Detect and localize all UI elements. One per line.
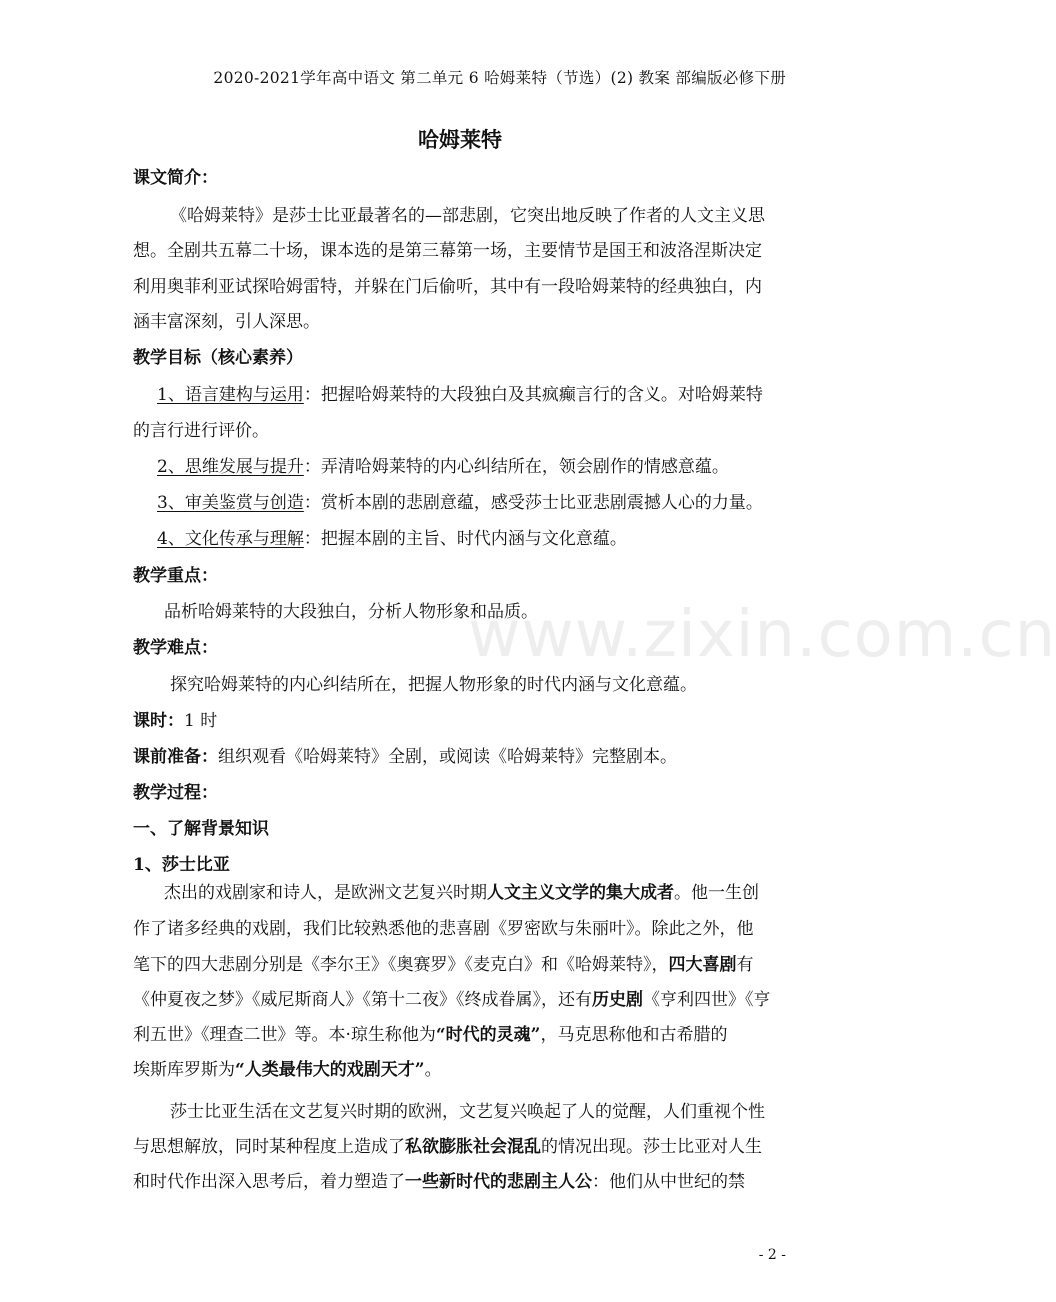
- text-run: 利五世》《理查二世》等。本·琼生称他为: [133, 1025, 436, 1045]
- goal-label: 2、思维发展与提升: [157, 457, 304, 477]
- text-run: 和时代作出深入思考后，着力塑造了: [133, 1172, 405, 1192]
- difficulties-text: 探究哈姆莱特的内心纠结所在，把握人物形象的时代内涵与文化意蕴。: [170, 675, 697, 695]
- text-run: ，马克思称他和古希腊的: [540, 1025, 728, 1045]
- preparation: [133, 749, 677, 766]
- paragraph-line: [133, 1062, 442, 1079]
- intro-heading: 课文简介：: [133, 168, 218, 188]
- goal-label: 1、语言建构与运用: [157, 385, 304, 405]
- text-run: 埃斯库罗斯为: [133, 1060, 235, 1080]
- process-heading: 教学过程：: [133, 783, 218, 803]
- goal-text: ：赏析本剧的悲剧意蕴，感受莎士比亚悲剧震撼人心的力量。: [303, 493, 763, 513]
- goal-label: 4、文化传承与理解: [157, 529, 304, 549]
- paragraph-line: [133, 1174, 745, 1191]
- intro-line: 想。全剧共五幕二十场，课本选的是第三幕第一场，主要情节是国王和波洛涅斯决定: [133, 241, 762, 261]
- page-number: - 2 -: [758, 1247, 786, 1263]
- text-run: 有: [736, 955, 754, 975]
- goal-text: ：把握本剧的主旨、时代内涵与文化意蕴。: [303, 529, 627, 549]
- paragraph-line: 莎士比亚生活在文艺复兴时期的欧洲，文艺复兴唤起了人的觉醒，人们重视个性: [170, 1102, 765, 1122]
- class-hours-value: 1 时: [184, 711, 218, 731]
- paragraph-line: [164, 885, 759, 902]
- goal-item: [157, 531, 627, 548]
- watermark: www.zixin.com.cn: [468, 598, 1056, 672]
- difficulties-heading: 教学难点：: [133, 638, 218, 658]
- goal-item: [157, 495, 763, 512]
- key-points-text: 品析哈姆莱特的大段独白，分析人物形象和品质。: [164, 602, 538, 622]
- bold-run: 历史剧: [592, 990, 643, 1010]
- text-run: 笔下的四大悲剧分别是《李尔王》《奥赛罗》《麦克白》和《哈姆莱特》，: [133, 955, 669, 975]
- bold-run: 一些新时代的悲剧主人公: [405, 1172, 592, 1192]
- intro-line: 《哈姆莱特》是莎士比亚最著名的—部悲剧，它突出地反映了作者的人文主义思: [170, 206, 765, 226]
- goal-item-cont: 的言行进行评价。: [133, 421, 269, 441]
- bold-run: 私欲膨胀社会混乱: [405, 1137, 541, 1157]
- page-header: 2020-2021学年高中语文 第二单元 6 哈姆莱特（节选）(2) 教案 部编版必修下册: [213, 69, 786, 87]
- goal-text: ：把握哈姆莱特的大段独白及其疯癫言行的含义。对哈姆莱特: [303, 385, 763, 405]
- text-run: 《仲夏夜之梦》《威尼斯商人》《第十二夜》《终成眷属》，还有: [133, 990, 592, 1010]
- goal-item: [157, 387, 763, 404]
- text-run: 《亨利四世》《亨: [643, 990, 771, 1010]
- text-run: ：他们从中世纪的禁: [592, 1172, 745, 1192]
- bold-run: 四大喜剧: [668, 955, 737, 975]
- text-run: 的情况出现。莎士比亚对人生: [541, 1137, 762, 1157]
- intro-line: 利用奥菲利亚试探哈姆雷特，并躲在门后偷听，其中有一段哈姆莱特的经典独白，内: [133, 277, 762, 297]
- goals-heading: 教学目标（核心素养）: [133, 348, 303, 368]
- bold-run: 人文主义文学的集大成者: [487, 883, 674, 903]
- class-hours-label: 课时：: [133, 711, 184, 731]
- bold-run: “时代的灵魂”: [435, 1025, 541, 1045]
- text-run: 与思想解放，同时某种程度上造成了: [133, 1137, 405, 1157]
- subsection-heading: 1、莎士比亚: [133, 855, 230, 875]
- intro-line: 涵丰富深刻，引人深思。: [133, 312, 320, 332]
- preparation-label: 课前准备：: [133, 747, 218, 767]
- goal-text: ：弄清哈姆莱特的内心纠结所在，领会剧作的情感意蕴。: [303, 457, 729, 477]
- paragraph-line: [133, 1139, 762, 1156]
- paragraph-line: 作了诸多经典的戏剧，我们比较熟悉他的悲喜剧《罗密欧与朱丽叶》。除此之外，他: [133, 919, 754, 939]
- text-run: 。: [424, 1060, 442, 1080]
- class-hours: [133, 713, 217, 730]
- goal-item: [157, 459, 729, 476]
- page-title: 哈姆莱特: [418, 127, 502, 152]
- paragraph-line: [133, 957, 754, 974]
- section-heading: 一、了解背景知识: [133, 819, 269, 839]
- preparation-value: 组织观看《哈姆莱特》全剧，或阅读《哈姆莱特》完整剧本。: [218, 747, 677, 767]
- text-run: 。他一生创: [674, 883, 759, 903]
- bold-run: “人类最伟大的戏剧天才”: [235, 1060, 425, 1080]
- paragraph-line: [133, 992, 771, 1009]
- paragraph-line: [133, 1027, 727, 1044]
- goal-label: 3、审美鉴赏与创造: [157, 493, 304, 513]
- text-run: 杰出的戏剧家和诗人，是欧洲文艺复兴时期: [164, 883, 487, 903]
- key-points-heading: 教学重点：: [133, 566, 218, 586]
